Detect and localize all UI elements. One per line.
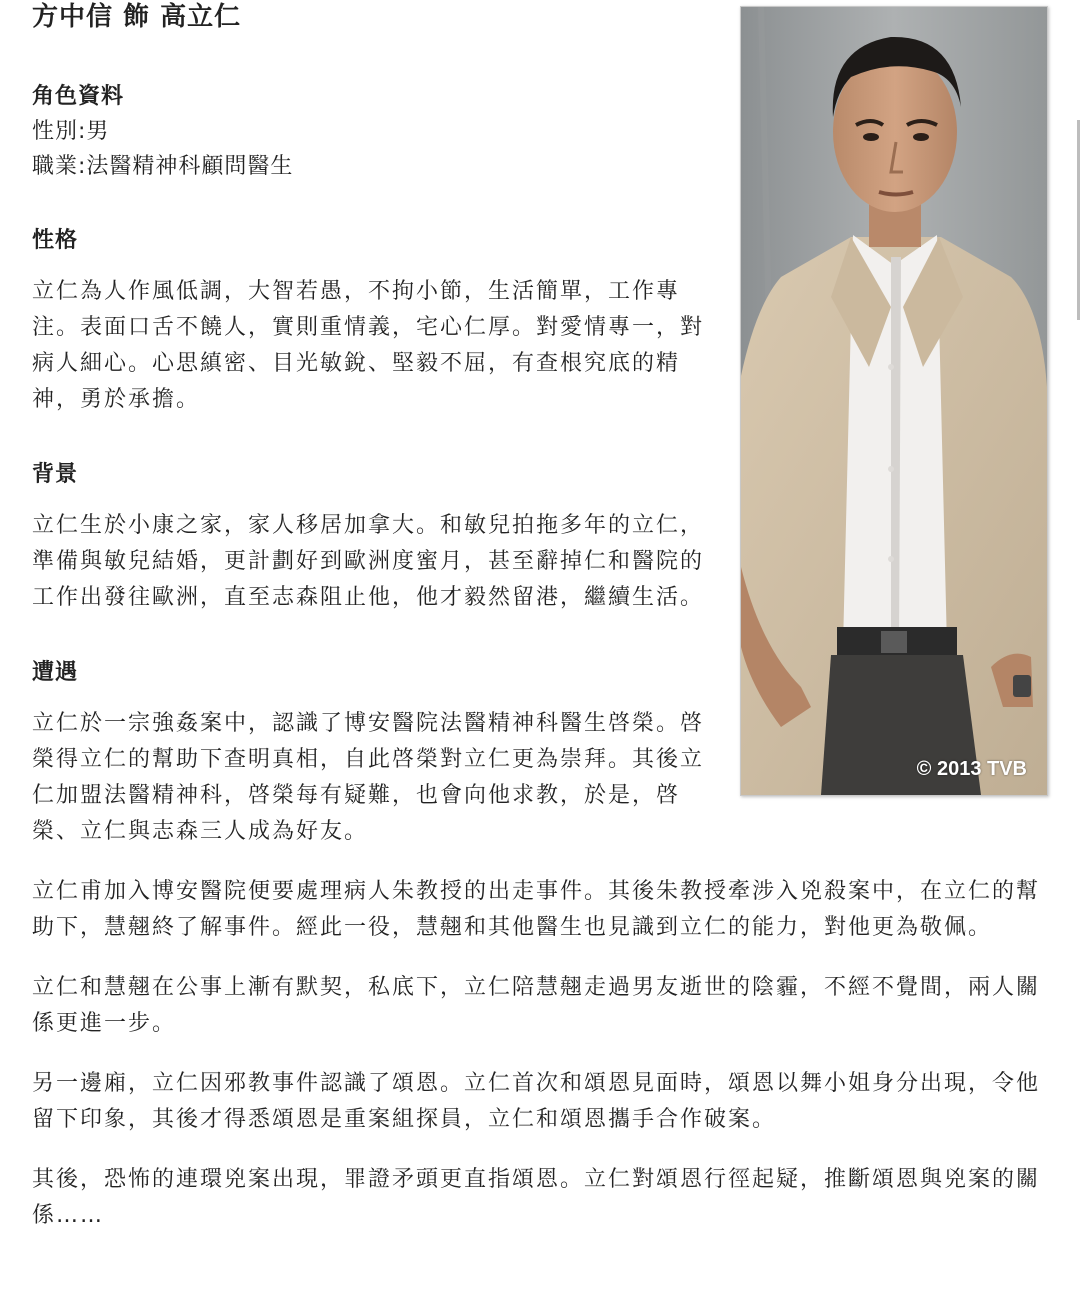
- background-text: 立仁生於小康之家，家人移居加拿大。和敏兒拍拖多年的立仁，準備與敏兒結婚，更計劃好到歐洲度蜜月，甚至辭掉仁和醫院的工作出發往歐洲，直至志森阻止他，他才毅然留港，繼續生活。: [32, 513, 705, 610]
- encounter-paragraph: 另一邊廂，立仁因邪教事件認識了頌恩。立仁首次和頌恩見面時，頌恩以舞小姐身分出現，令他留下印象，其後才得悉頌恩是重案組探員，立仁和頌恩攜手合作破案。: [32, 1071, 1041, 1132]
- gender-line: 性別:男: [32, 119, 110, 144]
- encounters-heading: 遭遇: [32, 660, 79, 685]
- encounter-paragraph: 其後，恐怖的連環兇案出現，罪證矛頭更直指頌恩。立仁對頌恩行徑起疑，推斷頌恩與兇案的關係……: [32, 1167, 1041, 1228]
- copyright-watermark: © 2013 TVB: [916, 758, 1027, 780]
- occupation-line: 職業:法醫精神科顧問醫生: [32, 154, 294, 179]
- personality-heading: 性格: [32, 228, 79, 253]
- encounter-paragraph: 立仁甫加入博安醫院便要處理病人朱教授的出走事件。其後朱教授牽涉入兇殺案中，在立仁的幫助下，慧翹終了解事件。經此一役，慧翹和其他醫生也見識到立仁的能力，對他更為敬佩。: [32, 879, 1041, 940]
- profile-heading: 角色資料: [32, 84, 125, 109]
- background-heading: 背景: [32, 462, 79, 487]
- portrait-image: [741, 7, 1047, 795]
- encounter-paragraph: 立仁於一宗強姦案中，認識了博安醫院法醫精神科醫生啓榮。啓榮得立仁的幫助下查明真相，自此啓榮對立仁更為崇拜。其後立仁加盟法醫精神科，啓榮每有疑難，也會向他求教，於是，啓榮、立仁與志森三人成為好友。: [32, 711, 705, 844]
- character-photo: [740, 6, 1048, 796]
- page-title: 方中信 飾 高立仁: [32, 2, 242, 32]
- article-content: [32, 80, 1048, 1234]
- personality-text: 立仁為人作風低調，大智若愚，不拘小節，生活簡單，工作專注。表面口舌不饒人，實則重情義，宅心仁厚。對愛情專一，對病人細心。心思縝密、目光敏銳、堅毅不屈，有查根究底的精神，勇於承擔。: [32, 279, 705, 412]
- encounter-paragraph: 立仁和慧翹在公事上漸有默契，私底下，立仁陪慧翹走過男友逝世的陰霾，不經不覺間，兩人關係更進一步。: [32, 975, 1041, 1036]
